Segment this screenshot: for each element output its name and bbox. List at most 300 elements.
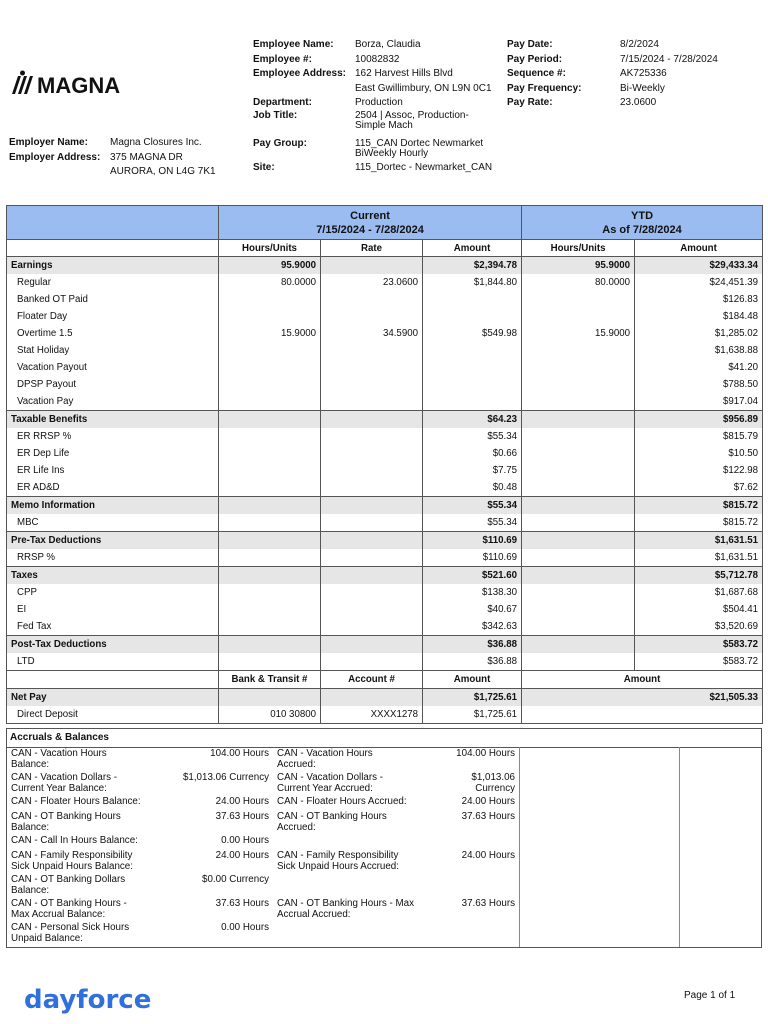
pay-group-line2: BiWeekly Hourly	[355, 147, 429, 159]
row-label: Banked OT Paid	[7, 291, 219, 308]
employee-block	[253, 38, 513, 175]
row-ytd-amount: $917.04	[635, 393, 763, 411]
section-amount: $521.60	[423, 567, 522, 585]
row-label: Regular	[7, 274, 219, 291]
row-hours	[219, 514, 321, 532]
accrual-balance-label	[7, 797, 169, 812]
divider	[519, 747, 520, 947]
job-title-label: Job Title:	[253, 109, 298, 121]
row-hours	[219, 291, 321, 308]
row-ytd-amount: $3,520.69	[635, 618, 763, 636]
table-row	[7, 601, 763, 618]
pay-rate-label: Pay Rate:	[507, 97, 553, 108]
accrual-balance-value-line1: 0.00 Hours	[221, 835, 269, 846]
netpay-blank	[321, 689, 423, 707]
ytd-header	[522, 206, 763, 240]
pay-group-line1: 115_CAN Dortec Newmarket	[355, 137, 484, 149]
row-amount	[423, 376, 522, 393]
section-ytd-hours	[522, 497, 635, 515]
employee-address-line2: East Gwillimbury, ON L9N 0C1	[355, 82, 492, 94]
row-ytd-hours	[522, 376, 635, 393]
accrual-accrued-label	[273, 812, 437, 836]
row-amount	[423, 393, 522, 411]
row-hours	[219, 618, 321, 636]
accrual-balance-label-line2: Max Accrual Balance:	[11, 908, 106, 920]
row-label: Fed Tax	[7, 618, 219, 636]
row-label: ER Dep Life	[7, 445, 219, 462]
accrual-balance-label	[7, 923, 169, 945]
bank-transit-header: Bank & Transit #	[219, 671, 321, 689]
bank-header-row	[7, 671, 763, 689]
accrual-balance-value	[169, 749, 273, 773]
row-rate	[321, 618, 423, 636]
accrual-accrued-label-line2: Accrual Accrued:	[277, 908, 351, 920]
employer-name-label: Employer Name:	[9, 137, 88, 148]
table-row	[7, 618, 763, 636]
accrual-accrued-label-line1: CAN - Vacation Dollars -	[277, 772, 383, 783]
col-rate: Rate	[321, 240, 423, 257]
accrual-row	[7, 797, 519, 812]
sequence: AK725336	[620, 68, 667, 79]
section-hours	[219, 411, 321, 429]
section-label: Pre-Tax Deductions	[7, 532, 219, 550]
posttax-section-row	[7, 636, 763, 654]
table-row	[7, 653, 763, 671]
row-hours	[219, 428, 321, 445]
accrual-balance-value-line1: 37.63 Hours	[215, 811, 269, 822]
ytd-deposit-amount-header: Amount	[522, 671, 763, 689]
row-hours	[219, 376, 321, 393]
current-header	[219, 206, 522, 240]
deposit-amount-header: Amount	[423, 671, 522, 689]
accrual-balance-value-line1: 24.00 Hours	[215, 796, 269, 807]
row-ytd-hours	[522, 445, 635, 462]
section-ytd-hours	[522, 532, 635, 550]
accrual-balance-label-line2: Balance:	[11, 758, 50, 770]
accrual-accrued-label-line1: CAN - Floater Hours Accrued:	[277, 796, 407, 807]
section-amount: $110.69	[423, 532, 522, 550]
row-ytd-hours	[522, 479, 635, 497]
row-amount: $55.34	[423, 514, 522, 532]
section-hours	[219, 497, 321, 515]
accrual-accrued-value	[437, 773, 519, 797]
accrual-balance-value-line1: 0.00 Hours	[221, 922, 269, 933]
netpay-amount: $1,725.61	[423, 689, 522, 707]
current-title: Current	[350, 209, 390, 222]
job-title-line2: Simple Mach	[355, 119, 413, 131]
row-rate	[321, 376, 423, 393]
accrual-accrued-label	[273, 749, 437, 773]
row-amount: $342.63	[423, 618, 522, 636]
row-amount: $0.66	[423, 445, 522, 462]
accrual-accrued-value-line2: Currency	[475, 782, 515, 794]
deposit-amount: $1,725.61	[423, 706, 522, 724]
row-rate: 34.5900	[321, 325, 423, 342]
pay-date-label: Pay Date:	[507, 39, 553, 50]
accrual-accrued-label-line1: CAN - OT Banking Hours - Max	[277, 898, 415, 909]
department: Production	[355, 97, 403, 108]
accrual-accrued-label	[273, 851, 437, 875]
section-label: Taxable Benefits	[7, 411, 219, 429]
row-label: Vacation Payout	[7, 359, 219, 376]
row-hours: 15.9000	[219, 325, 321, 342]
row-label: Vacation Pay	[7, 393, 219, 411]
row-label: LTD	[7, 653, 219, 671]
memo-section-row	[7, 497, 763, 515]
dayforce-logo	[24, 978, 164, 1018]
section-ytd-hours	[522, 636, 635, 654]
accrual-balance-label	[7, 773, 169, 797]
row-ytd-hours	[522, 549, 635, 567]
row-ytd-hours	[522, 653, 635, 671]
accrual-balance-value-line1: 37.63 Hours	[215, 898, 269, 909]
row-amount	[423, 291, 522, 308]
row-ytd-hours	[522, 428, 635, 445]
table-row	[7, 445, 763, 462]
section-ytd-amount: $5,712.78	[635, 567, 763, 585]
row-hours: 80.0000	[219, 274, 321, 291]
row-hours	[219, 479, 321, 497]
accrual-balance-value-line1: $0.00 Currency	[202, 874, 269, 885]
accrual-balance-value	[169, 773, 273, 797]
accrual-balance-label-line2: Balance:	[11, 821, 50, 833]
row-ytd-amount: $815.72	[635, 514, 763, 532]
accrual-balance-label-line1: CAN - OT Banking Hours	[11, 811, 121, 822]
col-amount: Amount	[423, 240, 522, 257]
col-ytd-amount: Amount	[635, 240, 763, 257]
deposit-bank: 010 30800	[219, 706, 321, 724]
row-rate	[321, 342, 423, 359]
accrual-row	[7, 773, 519, 797]
row-ytd-amount: $1,687.68	[635, 584, 763, 601]
section-ytd-amount: $583.72	[635, 636, 763, 654]
ytd-range: As of 7/28/2024	[602, 223, 682, 236]
current-range: 7/15/2024 - 7/28/2024	[316, 223, 424, 236]
section-rate	[321, 497, 423, 515]
section-amount: $64.23	[423, 411, 522, 429]
employee-name: Borza, Claudia	[355, 39, 421, 50]
row-ytd-amount: $1,285.02	[635, 325, 763, 342]
pay-period-label: Pay Period:	[507, 53, 563, 65]
accrual-accrued-value	[437, 875, 519, 899]
row-ytd-hours: 15.9000	[522, 325, 635, 342]
divider	[679, 747, 680, 947]
accrual-balance-value-line1: 24.00 Hours	[215, 850, 269, 861]
accrual-accrued-value	[437, 923, 519, 945]
site-label: Site:	[253, 161, 275, 173]
row-hours	[219, 549, 321, 567]
row-ytd-amount: $10.50	[635, 445, 763, 462]
row-label: CPP	[7, 584, 219, 601]
accrual-balance-label-line2: Sick Unpaid Hours Balance:	[11, 860, 133, 872]
magna-logo	[12, 70, 136, 96]
accrual-row	[7, 875, 519, 899]
netpay-blank	[219, 689, 321, 707]
page-number: Page 1 of 1	[684, 990, 736, 1001]
row-rate	[321, 514, 423, 532]
table-row	[7, 308, 763, 325]
row-label: DPSP Payout	[7, 376, 219, 393]
row-ytd-hours	[522, 308, 635, 325]
row-label: RRSP %	[7, 549, 219, 567]
taxes-section-row	[7, 567, 763, 585]
row-amount: $36.88	[423, 653, 522, 671]
pay-info-block	[507, 38, 757, 111]
table-row	[7, 291, 763, 308]
row-amount: $55.34	[423, 428, 522, 445]
row-label: MBC	[7, 514, 219, 532]
section-amount: $2,394.78	[423, 257, 522, 275]
row-rate	[321, 601, 423, 618]
accrual-balance-value	[169, 923, 273, 945]
row-ytd-hours	[522, 514, 635, 532]
row-ytd-amount: $184.48	[635, 308, 763, 325]
row-label: ER Life Ins	[7, 462, 219, 479]
accrual-balance-label-line1: CAN - Vacation Hours	[11, 748, 107, 759]
row-ytd-hours	[522, 618, 635, 636]
section-ytd-amount: $29,433.34	[635, 257, 763, 275]
col-ytd-hours: Hours/Units	[522, 240, 635, 257]
accrual-balance-label-line1: CAN - Family Responsibility	[11, 850, 133, 861]
accrual-balance-label	[7, 836, 169, 851]
section-label: Post-Tax Deductions	[7, 636, 219, 654]
accrual-accrued-value-line1: 37.63 Hours	[461, 811, 515, 822]
employee-address-label: Employee Address:	[253, 68, 346, 79]
section-label: Memo Information	[7, 497, 219, 515]
row-ytd-amount: $122.98	[635, 462, 763, 479]
row-ytd-hours	[522, 462, 635, 479]
earnings-section-row	[7, 257, 763, 275]
accrual-accrued-label-line1: CAN - Vacation Hours	[277, 748, 373, 759]
row-label: Floater Day	[7, 308, 219, 325]
row-rate	[321, 479, 423, 497]
row-rate	[321, 653, 423, 671]
accrual-balance-label	[7, 875, 169, 899]
row-amount	[423, 359, 522, 376]
row-ytd-amount: $815.79	[635, 428, 763, 445]
accrual-accrued-label	[273, 899, 437, 923]
accrual-balance-label-line2: Balance:	[11, 884, 50, 896]
row-rate: 23.0600	[321, 274, 423, 291]
account-header: Account #	[321, 671, 423, 689]
row-hours	[219, 584, 321, 601]
header-blank-cell	[7, 206, 219, 240]
accrual-balance-label	[7, 899, 169, 923]
accrual-accrued-label-line1: CAN - OT Banking Hours	[277, 811, 387, 822]
section-ytd-amount: $1,631.51	[635, 532, 763, 550]
row-hours	[219, 445, 321, 462]
row-amount: $138.30	[423, 584, 522, 601]
row-ytd-amount: $7.62	[635, 479, 763, 497]
accrual-balance-label	[7, 851, 169, 875]
table-row	[7, 514, 763, 532]
table-row	[7, 462, 763, 479]
row-ytd-hours	[522, 342, 635, 359]
site: 115_Dortec - Newmarket_CAN	[355, 161, 493, 173]
employer-block	[9, 136, 216, 180]
row-amount: $110.69	[423, 549, 522, 567]
accrual-accrued-label	[273, 773, 437, 797]
accrual-balance-label	[7, 749, 169, 773]
section-hours	[219, 636, 321, 654]
pay-group-label: Pay Group:	[253, 137, 307, 149]
accrual-balance-label-line1: CAN - Call In Hours Balance:	[11, 835, 138, 846]
row-amount: $1,844.80	[423, 274, 522, 291]
pay-date: 8/2/2024	[620, 39, 659, 50]
accrual-accrued-value-line1: 24.00 Hours	[461, 850, 515, 861]
accrual-accrued-value	[437, 836, 519, 851]
employee-name-label: Employee Name:	[253, 39, 334, 50]
pay-statement-table	[6, 205, 763, 724]
row-hours	[219, 601, 321, 618]
section-ytd-amount: $815.72	[635, 497, 763, 515]
row-hours	[219, 393, 321, 411]
pay-frequency: Bi-Weekly	[620, 82, 665, 94]
accrual-balance-value	[169, 836, 273, 851]
accrual-accrued-label-line2: Accrued:	[277, 821, 316, 833]
row-rate	[321, 462, 423, 479]
row-ytd-amount: $1,631.51	[635, 549, 763, 567]
accrual-balance-value	[169, 851, 273, 875]
row-ytd-hours	[522, 584, 635, 601]
accrual-balance-label-line1: CAN - Personal Sick Hours	[11, 922, 130, 933]
pay-frequency-label: Pay Frequency:	[507, 82, 582, 94]
deposit-account: XXXX1278	[321, 706, 423, 724]
section-rate	[321, 636, 423, 654]
table-row	[7, 584, 763, 601]
employer-address-line1: 375 MAGNA DR	[110, 151, 183, 163]
row-label: ER AD&D	[7, 479, 219, 497]
row-ytd-amount: $41.20	[635, 359, 763, 376]
row-ytd-amount: $1,638.88	[635, 342, 763, 359]
section-amount: $55.34	[423, 497, 522, 515]
row-amount	[423, 308, 522, 325]
section-label: Taxes	[7, 567, 219, 585]
netpay-label: Net Pay	[7, 689, 219, 707]
row-label: Overtime 1.5	[7, 325, 219, 342]
netpay-row	[7, 689, 763, 707]
department-label: Department:	[253, 97, 312, 108]
row-hours	[219, 462, 321, 479]
employee-id-label: Employee #:	[253, 53, 312, 65]
row-label: EI	[7, 601, 219, 618]
row-amount: $7.75	[423, 462, 522, 479]
accrual-row	[7, 836, 519, 851]
netpay-ytd-amount: $21,505.33	[522, 689, 763, 707]
accruals-table	[7, 749, 519, 945]
section-label: Earnings	[7, 257, 219, 275]
employer-address-label: Employer Address:	[9, 151, 101, 163]
svg-text:MAGNA: MAGNA	[37, 73, 121, 96]
accrual-balance-value-line1: 104.00 Hours	[210, 748, 269, 759]
accrual-balance-label-line1: CAN - OT Banking Dollars	[11, 874, 126, 885]
accrual-row	[7, 851, 519, 875]
table-row	[7, 274, 763, 291]
accrual-accrued-value	[437, 749, 519, 773]
accrual-accrued-value	[437, 851, 519, 875]
row-amount: $40.67	[423, 601, 522, 618]
row-rate	[321, 393, 423, 411]
row-rate	[321, 445, 423, 462]
table-row	[7, 325, 763, 342]
row-ytd-hours	[522, 359, 635, 376]
accrual-balance-value	[169, 899, 273, 923]
row-ytd-amount: $126.83	[635, 291, 763, 308]
deposit-ytd-blank	[522, 706, 763, 724]
taxable-section-row	[7, 411, 763, 429]
row-ytd-amount: $504.41	[635, 601, 763, 618]
employer-name: Magna Closures Inc.	[110, 137, 202, 148]
employee-id: 10082832	[355, 53, 400, 65]
row-rate	[321, 428, 423, 445]
accrual-balance-value	[169, 812, 273, 836]
accrual-row	[7, 812, 519, 836]
section-hours: 95.9000	[219, 257, 321, 275]
row-ytd-amount: $583.72	[635, 653, 763, 671]
sequence-label: Sequence #:	[507, 68, 566, 79]
row-rate	[321, 359, 423, 376]
accruals-panel	[6, 728, 762, 948]
section-rate	[321, 257, 423, 275]
accrual-accrued-label-line2: Current Year Accrued:	[277, 782, 373, 794]
row-hours	[219, 342, 321, 359]
svg-text:dayforce: dayforce	[24, 985, 152, 1015]
row-rate	[321, 308, 423, 325]
accrual-row	[7, 923, 519, 945]
accrual-accrued-value	[437, 812, 519, 836]
colh-blank	[7, 240, 219, 257]
accrual-accrued-label	[273, 923, 437, 945]
accrual-accrued-value	[437, 899, 519, 923]
accrual-accrued-value-line1: $1,013.06	[471, 772, 515, 783]
row-ytd-hours	[522, 291, 635, 308]
row-rate	[321, 549, 423, 567]
table-row	[7, 428, 763, 445]
pretax-section-row	[7, 532, 763, 550]
accrual-accrued-label	[273, 836, 437, 851]
accrual-balance-value	[169, 797, 273, 812]
section-hours	[219, 567, 321, 585]
row-hours	[219, 359, 321, 376]
section-hours	[219, 532, 321, 550]
section-amount: $36.88	[423, 636, 522, 654]
table-row	[7, 549, 763, 567]
row-rate	[321, 584, 423, 601]
pay-rate: 23.0600	[620, 97, 657, 108]
section-ytd-hours	[522, 567, 635, 585]
section-ytd-hours: 95.9000	[522, 257, 635, 275]
row-ytd-hours: 80.0000	[522, 274, 635, 291]
accrual-balance-value	[169, 875, 273, 899]
section-rate	[321, 411, 423, 429]
accrual-accrued-label-line2: Sick Unpaid Hours Accrued:	[277, 860, 399, 872]
ytd-title: YTD	[631, 209, 654, 222]
row-ytd-amount: $788.50	[635, 376, 763, 393]
employee-address-line1: 162 Harvest Hills Blvd	[355, 68, 453, 79]
row-amount: $549.98	[423, 325, 522, 342]
accrual-accrued-value	[437, 797, 519, 812]
accrual-accrued-value-line1: 37.63 Hours	[461, 898, 515, 909]
col-hours: Hours/Units	[219, 240, 321, 257]
row-hours	[219, 308, 321, 325]
job-title-line1: 2504 | Assoc, Production-	[355, 109, 469, 121]
row-label: ER RRSP %	[7, 428, 219, 445]
accrual-balance-label	[7, 812, 169, 836]
table-row	[7, 479, 763, 497]
row-ytd-hours	[522, 601, 635, 618]
accrual-accrued-label-line2: Accrued:	[277, 758, 316, 770]
accrual-accrued-label	[273, 797, 437, 812]
